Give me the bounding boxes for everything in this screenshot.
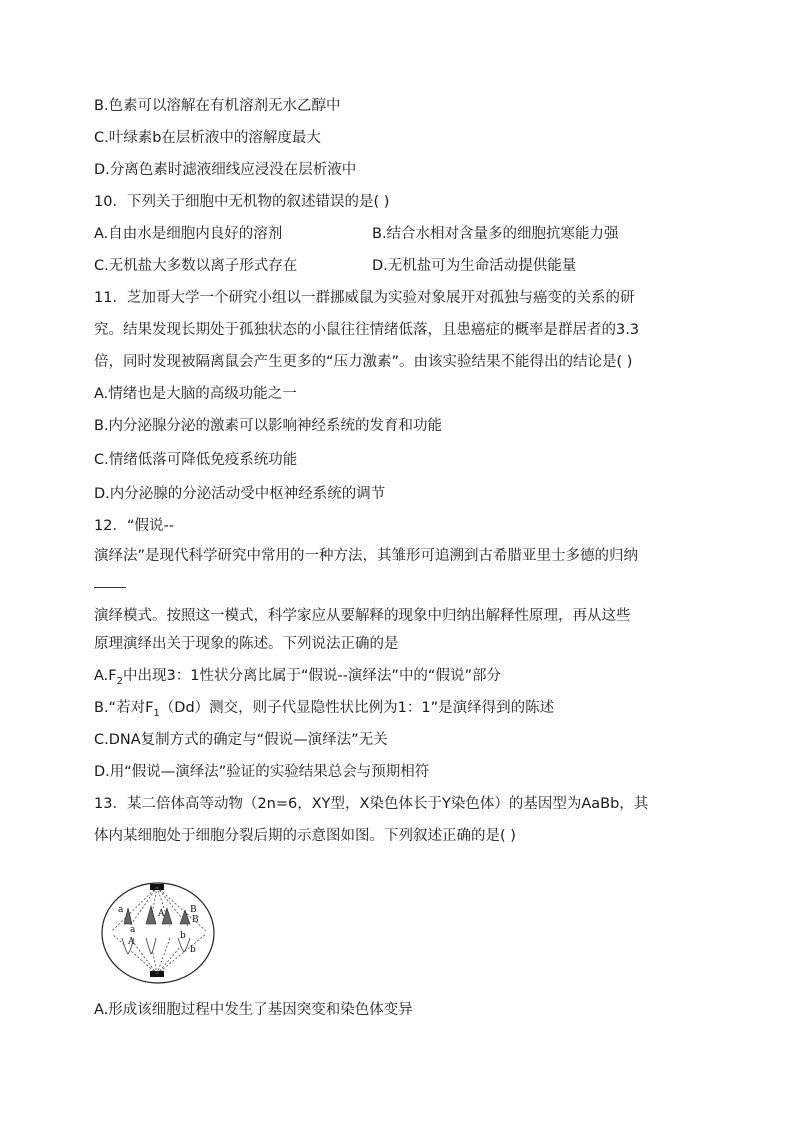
- q11-option-a: A.情绪也是大脑的高级功能之一: [94, 386, 297, 402]
- q12-option-c: C.DNA复制方式的确定与“假说—演绎法”无关: [94, 732, 388, 748]
- q9-option-d: D.分离色素时滤液细线应浸没在层析液中: [94, 162, 357, 178]
- q10-option-a: A.自由水是细胞内良好的溶剂: [94, 226, 283, 242]
- q10-option-d: D.无机盐可为生命活动提供能量: [372, 258, 577, 274]
- q12-option-d: D.用“假说—演绎法”验证的实验结果总会与预期相符: [94, 764, 430, 780]
- q12-stem-line1: 12．“假说--: [94, 518, 174, 534]
- q11-option-d: D.内分泌腺的分泌活动受中枢神经系统的调节: [94, 486, 386, 502]
- q11-option-b: B.内分泌腺分泌的激素可以影响神经系统的发育和功能: [94, 418, 443, 434]
- q10-stem: 10．下列关于细胞中无机物的叙述错误的是( ): [94, 194, 390, 210]
- q12-option-b: B.“若对$F_1(Dd)$测交，则子代显隐性状比例为1：1”是演绎得到的陈述: [94, 700, 555, 719]
- q12-stem-line2: 演绎法”是现代科学研究中常用的一种方法，其雏形可追溯到古希腊亚里士多德的归纳: [94, 548, 639, 564]
- gene-label: A: [128, 937, 135, 947]
- gene-label: A: [158, 909, 165, 919]
- gene-label: a: [118, 905, 124, 915]
- q11-option-c: C.情绪低落可降低免疫系统功能: [94, 452, 298, 468]
- gene-label: B: [192, 915, 199, 925]
- cell-division-figure: [100, 876, 220, 986]
- q13-option-a: A.形成该细胞过程中发生了基因突变和染色体变异: [94, 1002, 413, 1018]
- q12-stem-line4: 原理演绎出关于现象的陈述。下列说法正确的是: [94, 636, 399, 652]
- q9-option-b: B.色素可以溶解在有机溶剂无水乙醇中: [94, 98, 341, 114]
- q11-stem-line3: 倍，同时发现被隔离鼠会产生更多的“压力激素”。由该实验结果不能得出的结论是( ): [94, 354, 633, 370]
- q11-stem-line2: 究。结果发现长期处于孤独状态的小鼠往往情绪低落，且患癌症的概率是群居者的3.3: [94, 322, 640, 338]
- q10-option-c: C.无机盐大多数以离子形式存在: [94, 258, 298, 274]
- q12-stem-line3: 演绎模式。按照这一模式，科学家应从要解释的现象中归纳出解释性原理，再从这些: [94, 608, 631, 624]
- spindle-fibers: [112, 887, 206, 974]
- q11-stem-line1: 11．芝加哥大学一个研究小组以一群挪威鼠为实验对象展开对孤独与癌变的关系的研: [94, 290, 635, 306]
- q9-option-c: C.叶绿素b在层析液中的溶解度最大: [94, 130, 321, 146]
- gene-label: b: [190, 945, 196, 955]
- q12-option-a: $A.F_2$中出现3：1性状分离比属于“假说--演绎法”中的“假说”部分: [94, 668, 501, 687]
- q13-stem-line2: 体内某细胞处于细胞分裂后期的示意图如图。下列叙述正确的是( ): [94, 828, 516, 844]
- gene-label: B: [190, 905, 197, 915]
- q10-option-b: B.结合水相对含量多的细胞抗寒能力强: [372, 226, 619, 242]
- q13-stem-line1: 13．某二倍体高等动物（2n=6，XY型，X染色体长于Y染色体）的基因型为AaBb，其: [94, 796, 649, 812]
- cell-membrane: [102, 883, 214, 983]
- dash-rule: [94, 587, 126, 588]
- gene-label: b: [180, 931, 186, 941]
- gene-label: a: [130, 925, 136, 935]
- chromosomes-upper: [124, 906, 190, 924]
